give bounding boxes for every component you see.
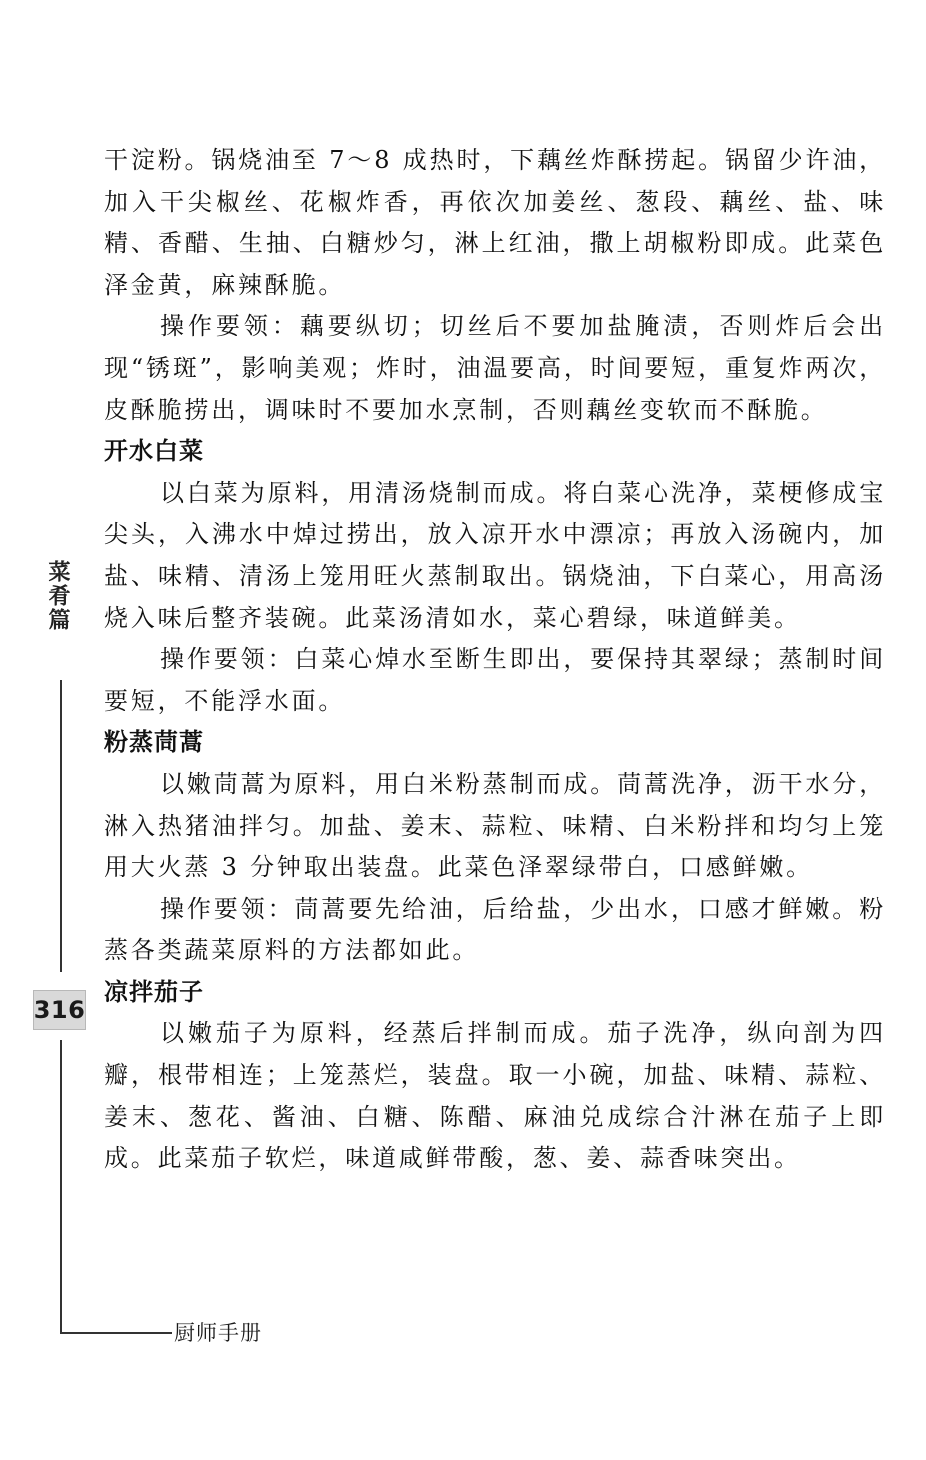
recipe-title-eggplant-salad: 凉拌茄子 — [104, 977, 204, 1006]
paragraph-technique-steamed-crowndaisy: 操作要领：茼蒿要先给油，后给盐，少出水，口感才鲜嫩。粉蒸各类蔬菜原料的方法都如此。 — [104, 894, 886, 965]
paragraph-recipe-eggplant-salad: 以嫩茄子为原料，经蒸后拌制而成。茄子洗净，纵向剖为四瓣，根带相连；上笼蒸烂，装盘。取一小碗，加盐、味精、蒜粒、姜末、葱花、酱油、白糖、陈醋、麻油兑成综合汁淋在茄子上即成。此菜茄子软烂，味道咸鲜带酸，葱、姜、蒜香味突出。 — [104, 1019, 886, 1173]
paragraph-technique-boiled-cabbage: 操作要领：白菜心焯水至断生即出，要保持其翠绿；蒸制时间要短，不能浮水面。 — [104, 645, 886, 715]
page-body — [104, 140, 886, 1180]
margin-rule-top — [60, 680, 62, 972]
book-title: 厨师手册 — [174, 1321, 262, 1345]
paragraph-recipe-boiled-cabbage: 以白菜为原料，用清汤烧制而成。将白菜心洗净，菜梗修成宝尖头，入沸水中焯过捞出，放入凉开水中漂凉；再放入汤碗内，加盐、味精、清汤上笼用旺火蒸制取出。锅烧油，下白菜心，用高汤烧入味后整齐装碗。此菜汤清如水，菜心碧绿，味道鲜美。 — [104, 478, 886, 632]
page-number: 316 — [33, 990, 86, 1030]
section-label: 菜肴篇 — [45, 560, 70, 632]
recipe-title-boiled-cabbage: 开水白菜 — [104, 437, 204, 466]
paragraph-continuation: 干淀粉。锅烧油至 7～8 成热时，下藕丝炸酥捞起。锅留少许油，加入干尖椒丝、花椒炸香，再依次加姜丝、葱段、藕丝、盐、味精、香醋、生抽、白糖炒匀，淋上红油，撒上胡椒粉即成。此菜色泽金黄，麻辣酥脆。 — [104, 146, 886, 299]
paragraph-recipe-steamed-crowndaisy: 以嫩茼蒿为原料，用白米粉蒸制而成。茼蒿洗净，沥干水分，淋入热猪油拌匀。加盐、姜末、蒜粒、味精、白米粉拌和均匀上笼用大火蒸 3 分钟取出装盘。此菜色泽翠绿带白，口感鲜嫩。 — [104, 769, 886, 882]
margin-rule-bottom — [60, 1040, 62, 1332]
footer-rule — [60, 1332, 172, 1334]
paragraph-technique-lotus-root: 操作要领：藕要纵切；切丝后不要加盐腌渍，否则炸后会出现“锈斑”，影响美观；炸时，油温要高，时间要短，重复炸两次，皮酥脆捞出，调味时不要加水烹制，否则藕丝变软而不酥脆。 — [104, 312, 886, 424]
recipe-title-steamed-crowndaisy: 粉蒸茼蒿 — [104, 728, 204, 757]
